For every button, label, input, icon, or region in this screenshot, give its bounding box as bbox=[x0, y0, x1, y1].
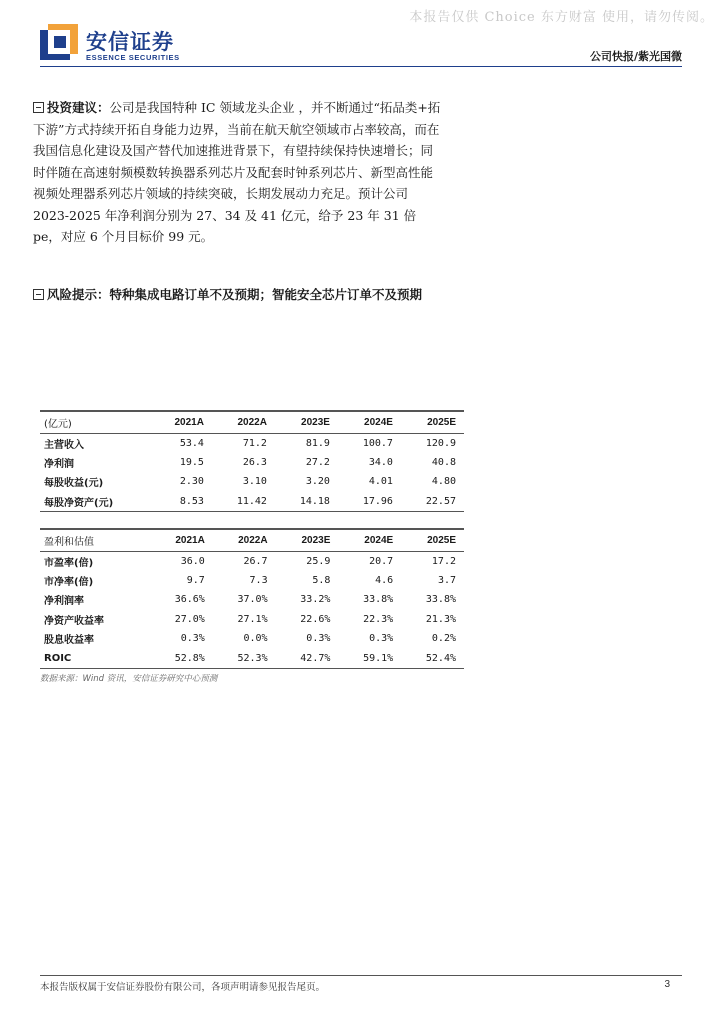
table-cell: 25.9 bbox=[306, 555, 331, 567]
table-cell: 59.1% bbox=[338, 649, 401, 669]
table-header-year: 2021A bbox=[150, 411, 212, 433]
table-header-row bbox=[40, 529, 464, 551]
table-header-year: 2023E bbox=[276, 529, 339, 551]
table-cell: 33.2% bbox=[300, 594, 331, 606]
data-source: 数据来源：Wind 资讯，安信证券研究中心预测 bbox=[40, 674, 218, 684]
table-cell: 4.6 bbox=[375, 574, 394, 586]
table-row bbox=[40, 472, 464, 492]
table-cell: 36.0 bbox=[180, 555, 205, 567]
logo-mark-icon bbox=[40, 24, 78, 62]
footer-disclaimer: 本报告版权属于安信证券股份有限公司，各项声明请参见报告尾页。 bbox=[40, 982, 326, 993]
table-cell: 4.01 bbox=[368, 476, 393, 488]
table-cell: 53.4 bbox=[179, 437, 204, 449]
footer-divider bbox=[40, 975, 682, 976]
table-header-row bbox=[40, 411, 464, 433]
table-row bbox=[40, 492, 464, 512]
table-cell: 5.8 bbox=[312, 574, 331, 586]
table-cell: 36.6% bbox=[174, 594, 205, 606]
table-cell: 21.3% bbox=[425, 613, 456, 625]
financial-summary-table bbox=[40, 410, 464, 512]
table-cell: 0.3% bbox=[180, 633, 205, 645]
table-cell: 0.0% bbox=[243, 633, 268, 645]
table-cell: 3.20 bbox=[305, 476, 330, 488]
watermark: 本报告仅供 Choice 东方财富 使用，请勿传阅。 bbox=[409, 10, 714, 25]
table-row bbox=[40, 571, 464, 591]
table-header-year: 2022A bbox=[213, 529, 276, 551]
table-cell: 52.4% bbox=[401, 649, 464, 669]
table-cell: 26.3 bbox=[242, 456, 267, 468]
table-cell: 7.3 bbox=[249, 574, 268, 586]
table-cell: 120.9 bbox=[425, 437, 456, 449]
table-cell: 40.8 bbox=[431, 456, 456, 468]
table-row bbox=[40, 453, 464, 473]
table-row bbox=[40, 610, 464, 630]
valuation-table bbox=[40, 528, 464, 669]
row-label: ROIC bbox=[40, 649, 150, 669]
page-number: 3 bbox=[664, 979, 670, 990]
table-header-year: 2025E bbox=[401, 529, 464, 551]
table-header-year: 2024E bbox=[338, 411, 401, 433]
table-cell: 0.2% bbox=[431, 633, 456, 645]
row-label: 市净率(倍) bbox=[44, 576, 94, 588]
table-cell: 9.7 bbox=[186, 574, 205, 586]
bullet-icon bbox=[33, 102, 44, 113]
table-cell: 3.7 bbox=[437, 574, 456, 586]
table-header-year: 2021A bbox=[150, 529, 213, 551]
risk-text: 风险提示：特种集成电路订单不及预期；智能安全芯片订单不及预期 bbox=[47, 287, 423, 302]
table-cell: 81.9 bbox=[305, 437, 330, 449]
company-logo bbox=[40, 24, 190, 66]
bullet-icon bbox=[33, 289, 44, 300]
row-label: 净资产收益率 bbox=[44, 615, 104, 627]
row-label: 净利润 bbox=[44, 458, 74, 470]
table-header-year: 2023E bbox=[275, 411, 338, 433]
row-label: 市盈率(倍) bbox=[44, 557, 94, 569]
table-cell: 22.3% bbox=[363, 613, 394, 625]
table-cell: 8.53 bbox=[150, 492, 212, 512]
table-cell: 17.2 bbox=[431, 555, 456, 567]
risk-warning bbox=[33, 284, 443, 306]
table-row bbox=[40, 590, 464, 610]
logo-name-en: ESSENCE SECURITIES bbox=[86, 53, 180, 62]
table-cell: 22.6% bbox=[300, 613, 331, 625]
investment-advice bbox=[33, 97, 443, 248]
table-header-label: 盈利和估值 bbox=[40, 529, 150, 551]
table-header-year: 2025E bbox=[401, 411, 464, 433]
logo-name-cn: 安信证券 bbox=[86, 30, 174, 54]
table-cell: 100.7 bbox=[362, 437, 393, 449]
table-row bbox=[40, 649, 464, 669]
table-cell: 42.7% bbox=[276, 649, 339, 669]
table-cell: 71.2 bbox=[242, 437, 267, 449]
table-cell: 0.3% bbox=[306, 633, 331, 645]
table-cell: 27.2 bbox=[305, 456, 330, 468]
table-cell: 14.18 bbox=[275, 492, 338, 512]
table-row bbox=[40, 551, 464, 571]
table-cell: 19.5 bbox=[179, 456, 204, 468]
table-cell: 17.96 bbox=[338, 492, 401, 512]
table-cell: 20.7 bbox=[369, 555, 394, 567]
row-label: 每股净资产(元) bbox=[40, 492, 150, 512]
table-row bbox=[40, 433, 464, 453]
table-cell: 33.8% bbox=[363, 594, 394, 606]
table-header-year: 2024E bbox=[338, 529, 401, 551]
table-row bbox=[40, 629, 464, 649]
header-divider bbox=[40, 66, 682, 67]
table-cell: 52.3% bbox=[213, 649, 276, 669]
investment-lead: 投资建议： bbox=[47, 100, 110, 115]
row-label: 主营收入 bbox=[44, 439, 84, 451]
report-type: 公司快报/紫光国微 bbox=[589, 50, 682, 63]
row-label: 股息收益率 bbox=[44, 635, 94, 647]
table-cell: 4.80 bbox=[431, 476, 456, 488]
table-cell: 27.1% bbox=[237, 613, 268, 625]
table-cell: 2.30 bbox=[179, 476, 204, 488]
table-cell: 0.3% bbox=[369, 633, 394, 645]
table-cell: 52.8% bbox=[150, 649, 213, 669]
table-cell: 37.0% bbox=[237, 594, 268, 606]
table-header-label: (亿元) bbox=[40, 411, 150, 433]
row-label: 每股收益(元) bbox=[44, 478, 104, 490]
table-cell: 34.0 bbox=[368, 456, 393, 468]
table-cell: 27.0% bbox=[174, 613, 205, 625]
table-cell: 26.7 bbox=[243, 555, 268, 567]
table-header-year: 2022A bbox=[212, 411, 275, 433]
table-cell: 11.42 bbox=[212, 492, 275, 512]
table-cell: 22.57 bbox=[401, 492, 464, 512]
row-label: 净利润率 bbox=[44, 596, 84, 608]
investment-text: 公司是我国特种 IC 领域龙头企业 ，并不断通过“拓品类+拓下游”方式持续开拓自身能力边界，当前在航天航空领域市占率较高，而在我国信息化建设及国产替代加速推进背景下，有望持续保持快速增长；同时伴随在高速射频模数转换器系列芯片及配套时钟系列芯片、新型高性能视频处理器系列芯片领域的持续突破，长期发展动力充足。预计公司 2023-2025 年净利润分别为 27、34 及 41 亿元，给予 23 年 31 倍 pe，对应 6 个月目标价 99 元。 bbox=[33, 100, 441, 244]
table-cell: 33.8% bbox=[425, 594, 456, 606]
table-cell: 3.10 bbox=[242, 476, 267, 488]
